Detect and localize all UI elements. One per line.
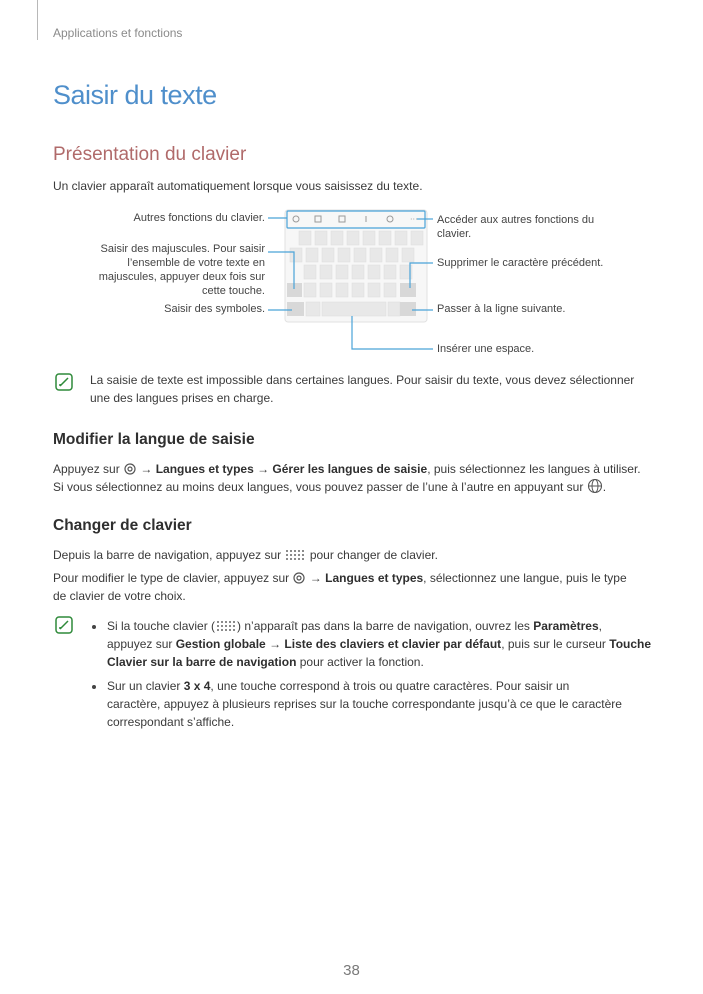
callout-capitals-4: cette touche.	[202, 285, 265, 297]
arrow-text: →	[253, 462, 273, 476]
change-text: Depuis la barre de navigation, appuyez sur	[53, 548, 282, 562]
bullet-text: Sur un clavier	[107, 679, 181, 693]
note-text-2: une des langues prises en charge.	[90, 391, 274, 405]
header-rule	[37, 0, 38, 40]
change-text: pour changer de clavier.	[309, 548, 438, 562]
callout-other-functions: Autres fonctions du clavier.	[133, 212, 265, 224]
menu-path-keyboard-key: Touche	[609, 637, 652, 651]
section-heading-presentation: Présentation du clavier	[53, 144, 247, 165]
callout-delete: Supprimer le caractère précédent.	[437, 257, 604, 269]
callout-newline: Passer à la ligne suivante.	[437, 303, 566, 315]
settings-gear-icon	[123, 462, 137, 476]
bullet-1-line-3	[107, 653, 424, 671]
callout-capitals-1: Saisir des majuscules. Pour saisir	[100, 243, 265, 255]
globe-icon	[587, 478, 603, 494]
keyboard-type-label: 3 x 4	[183, 679, 211, 693]
bullet-text: Si la touche clavier (	[107, 619, 216, 633]
language-text: Si vous sélectionnez au moins deux langues, vous pouvez passer de l’une à l’autre en appuyant sur	[53, 480, 584, 494]
bullet-text: ) n’apparaît pas dans la barre de navigation, ouvrez les	[237, 619, 530, 633]
callout-more-functions-1: Accéder aux autres fonctions du	[437, 214, 595, 226]
language-text: , puis sélectionnez les langues à utiliser.	[427, 462, 641, 476]
bullet-2-line-1	[107, 677, 569, 695]
bullet-2-line-3: correspondant s’affiche.	[107, 715, 235, 729]
arrow-text: →	[306, 571, 326, 585]
menu-path-languages: Langues et types	[325, 571, 424, 585]
bullet-dot	[92, 625, 96, 629]
language-line-2: Si vous sélectionnez au moins deux langues, vous pouvez passer de l’une à l’autre en appuyant sur .	[53, 480, 607, 494]
bullet-2-line-2: caractère, appuyez à plusieurs reprises sur la touche correspondante jusqu’à ce que le caractère	[107, 697, 622, 711]
section-heading-language: Modifier la langue de saisie	[53, 431, 255, 448]
section-heading-change-keyboard: Changer de clavier	[53, 517, 192, 534]
note-text-1: La saisie de texte est impossible dans certaines langues. Pour saisir du texte, vous devez sélectionner	[90, 373, 635, 387]
keyboard-dots-icon	[284, 548, 306, 562]
callout-symbols: Saisir des symboles.	[164, 303, 265, 315]
bullet-1-line-2	[107, 635, 651, 653]
menu-path-general-management: Gestion globale	[175, 637, 266, 651]
change-text: Pour modifier le type de clavier, appuyez sur	[53, 571, 290, 585]
language-line-1	[53, 460, 641, 478]
intro-text: Un clavier apparaît automatiquement lorsque vous saisissez du texte.	[53, 179, 423, 193]
callout-space: Insérer une espace.	[437, 343, 535, 355]
callout-capitals-3: majuscules, appuyer deux fois sur	[98, 271, 265, 283]
callout-capitals-2: l’ensemble de votre texte en	[127, 257, 265, 269]
language-text: Appuyez sur	[53, 462, 120, 476]
page-title: Saisir du texte	[53, 80, 217, 110]
callout-more-functions-2: clavier.	[437, 228, 472, 240]
note-icon	[55, 616, 73, 634]
bullet-text: , puis sur le curseur	[501, 637, 606, 651]
note-icon	[55, 373, 73, 391]
menu-path-keyboard-list: Liste des claviers et clavier par défaut	[284, 637, 502, 651]
menu-path-keyboard-nav-bar: Clavier sur la barre de navigation	[107, 655, 297, 669]
bullet-text: , une touche correspond à trois ou quatre caractères. Pour saisir un	[210, 679, 570, 693]
bullet-dot	[92, 685, 96, 689]
arrow-text: →	[265, 637, 285, 651]
bullet-1-line-1: Si la touche clavier ( ) n’apparaît pas dans la barre de navigation, ouvrez les Paramètres,	[107, 619, 602, 633]
page-number: 38	[343, 962, 360, 979]
section-header: Applications et fonctions	[53, 26, 183, 40]
menu-path-languages: Langues et types	[155, 462, 254, 476]
change-paragraph-2b: de clavier de votre choix.	[53, 589, 186, 603]
bullet-text: pour activer la fonction.	[299, 655, 424, 669]
arrow-text: →	[137, 462, 156, 476]
svg-text:···: ···	[410, 215, 418, 224]
bullet-text: appuyez sur	[107, 637, 173, 651]
change-paragraph-2	[53, 569, 627, 587]
keyboard-dots-icon	[215, 619, 237, 633]
change-text: , sélectionnez une langue, puis le type	[423, 571, 627, 585]
menu-path-manage-languages: Gérer les langues de saisie	[272, 462, 428, 476]
change-paragraph-1	[53, 546, 438, 564]
settings-gear-icon	[292, 571, 306, 585]
menu-path-settings: Paramètres	[533, 619, 599, 633]
